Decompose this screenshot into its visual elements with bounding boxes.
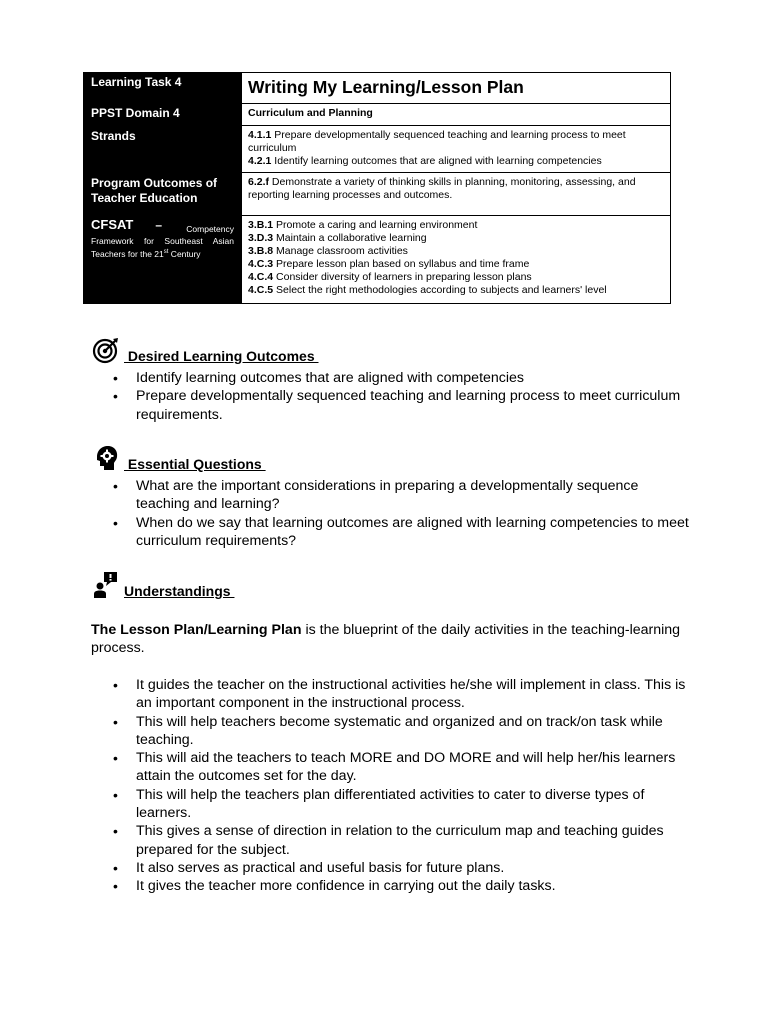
cfsat-item: 3.B.1 Promote a caring and learning environment — [248, 219, 478, 231]
task-title: Writing My Learning/Lesson Plan — [242, 73, 671, 104]
learning-task-table — [83, 72, 671, 304]
essential-questions-title: Essential Questions — [124, 456, 266, 472]
cfsat-competency: Competency — [186, 224, 234, 234]
strands-value — [242, 126, 671, 173]
understandings-list — [110, 676, 690, 896]
cfsat-item: 4.C.4 Consider diversity of learners in preparing lesson plans — [248, 271, 532, 283]
list-item: • Prepare developmentally sequenced teaching and learning process to meet curriculum requirements. — [110, 387, 690, 424]
lesson-plan-intro: The Lesson Plan/Learning Plan is the blueprint of the daily activities in the teaching-learning process. — [91, 622, 681, 657]
strands-label: Strands — [84, 126, 242, 173]
cfsat-label: CFSAT — [91, 217, 134, 232]
program-outcomes-value — [242, 173, 671, 216]
cfsat-label-cell — [84, 216, 242, 304]
list-item: • What are the important considerations in preparing a developmentally sequence teaching and learning? — [110, 477, 690, 514]
understandings-title: Understandings — [124, 583, 235, 599]
cfsat-item: 3.D.3 Maintain a collaborative learning — [248, 232, 427, 244]
desired-outcomes-heading — [92, 336, 319, 364]
outcome-item: 6.2.f Demonstrate a variety of thinking skills in planning, monitoring, assessing, and reporting learning processes and outcomes. — [248, 176, 636, 201]
desired-outcomes-title: Desired Learning Outcomes — [124, 348, 319, 364]
list-item: • This gives a sense of direction in relation to the curriculum map and teaching guides prepared for the subject. — [110, 822, 690, 859]
list-item: • It guides the teacher on the instructional activities he/she will implement in class. This is an important component in the instructional process. — [110, 676, 690, 713]
list-item: • It gives the teacher more confidence in carrying out the daily tasks. — [110, 877, 690, 895]
essential-questions-heading — [92, 444, 266, 472]
cfsat-item: 4.C.3 Prepare lesson plan based on syllabus and time frame — [248, 258, 530, 270]
strand-item: 4.1.1 Prepare developmentally sequenced teaching and learning process to meet curriculum — [248, 129, 626, 154]
target-icon — [92, 336, 120, 364]
cfsat-item: 3.B.8 Manage classroom activities — [248, 245, 408, 257]
list-item: • It also serves as practical and useful basis for future plans. — [110, 859, 690, 877]
cfsat-value — [242, 216, 671, 304]
head-gear-icon — [92, 444, 120, 472]
list-item: • This will help the teachers plan differentiated activities to cater to diverse types of learners. — [110, 786, 690, 823]
list-item: • Identify learning outcomes that are aligned with competencies — [110, 369, 690, 387]
understandings-heading — [92, 571, 234, 599]
cfsat-item: 4.C.5 Select the right methodologies according to subjects and learners' level — [248, 284, 607, 296]
task-label: Learning Task 4 — [84, 73, 242, 104]
list-item: • This will aid the teachers to teach MORE and DO MORE and will help her/his learners attain the outcomes set for the day. — [110, 749, 690, 786]
list-item: • This will help teachers become systematic and organized and on track/on task while teaching. — [110, 713, 690, 750]
strand-item: 4.2.1 Identify learning outcomes that are aligned with learning competencies — [248, 155, 602, 167]
domain-label: PPST Domain 4 — [84, 104, 242, 126]
essential-questions-list — [110, 477, 690, 550]
presenter-icon — [92, 571, 120, 599]
cfsat-description: Framework for Southeast Asian Teachers for the 21st Century — [91, 236, 234, 259]
list-item: • When do we say that learning outcomes are aligned with learning competencies to meet curriculum requirements? — [110, 514, 690, 551]
desired-outcomes-list — [110, 369, 690, 424]
cfsat-dash: – — [155, 218, 163, 232]
domain-value: Curriculum and Planning — [242, 104, 671, 126]
program-outcomes-label: Program Outcomes of Teacher Education — [84, 173, 242, 216]
